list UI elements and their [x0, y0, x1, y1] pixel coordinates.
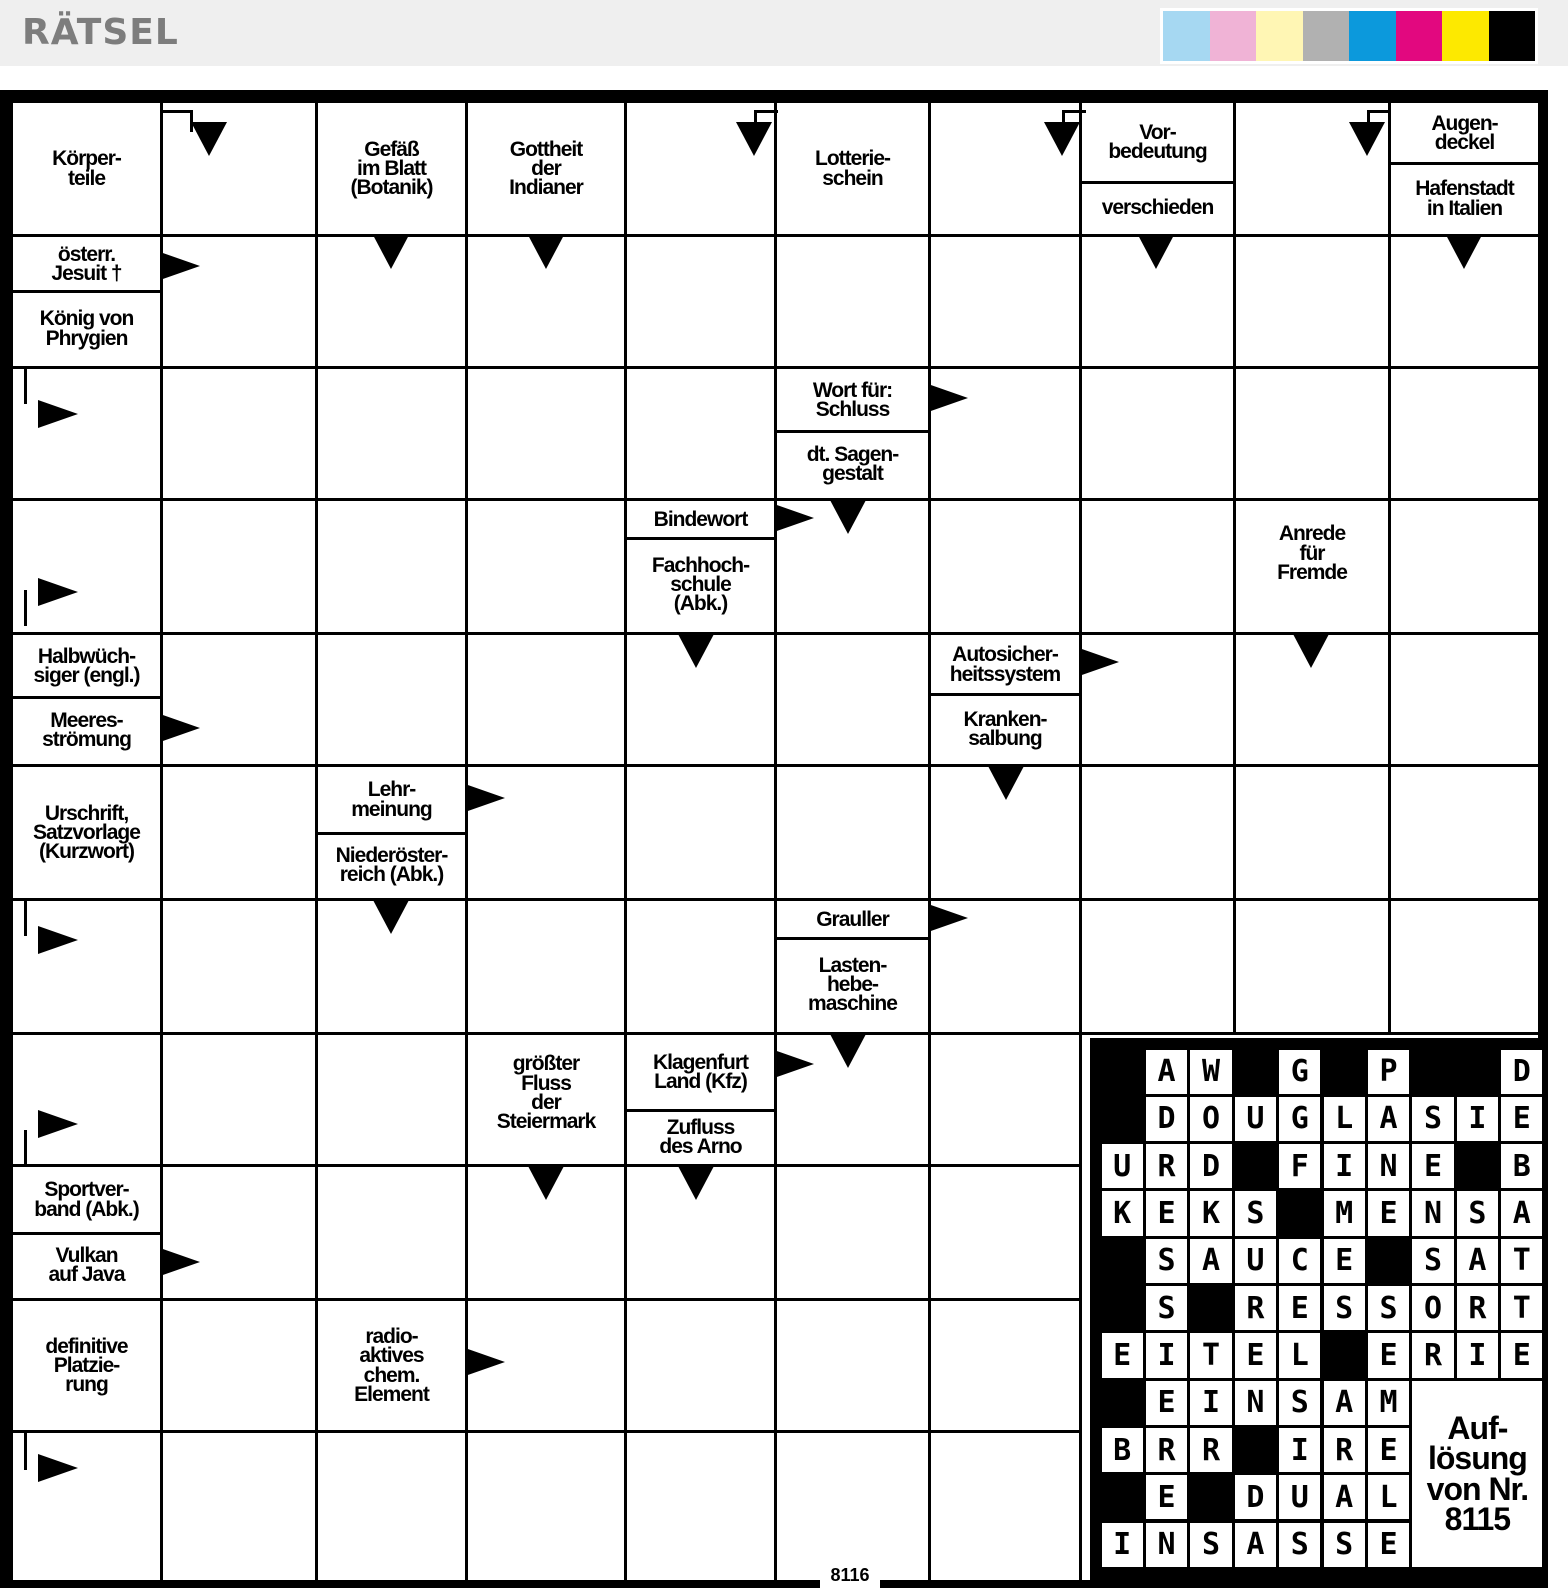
grid-cell[interactable]: [10, 1430, 163, 1583]
solution-letter: A: [1324, 1475, 1365, 1519]
solution-box: [1090, 1038, 1548, 1580]
solution-letter: E: [1368, 1333, 1409, 1377]
solution-letter: R: [1457, 1286, 1498, 1330]
solution-letter: N: [1146, 1523, 1187, 1567]
grid-cell[interactable]: [465, 898, 627, 1035]
solution-letter: S: [1190, 1523, 1231, 1567]
grid-cell[interactable]: [1233, 234, 1391, 369]
down-arrow-icon: [191, 122, 227, 156]
solution-letter: E: [1146, 1475, 1187, 1519]
clue-cell: Zufluss des Arno: [659, 1115, 742, 1158]
grid-cell[interactable]: [465, 1430, 627, 1583]
down-arrow-icon: [528, 235, 564, 269]
solution-letter: E: [1368, 1191, 1409, 1235]
clue-cell: verschieden: [1101, 196, 1214, 220]
arrow-stem: [1062, 110, 1065, 132]
solution-letter: W: [1190, 1050, 1231, 1094]
solution-letter: S: [1412, 1097, 1453, 1141]
solution-letter: S: [1279, 1381, 1320, 1425]
grid-cell[interactable]: [774, 632, 931, 767]
clue-cell: Autosicher- heitssystem: [949, 643, 1061, 686]
solution-letter: I: [1457, 1333, 1498, 1377]
solution-black-cell: [1102, 1286, 1143, 1330]
solution-black-cell: [1235, 1050, 1276, 1094]
down-arrow-icon: [373, 235, 409, 269]
solution-caption: Auf- lösung von Nr. 8115: [1412, 1381, 1542, 1567]
right-arrow-icon: [928, 904, 968, 932]
color-swatch: [1396, 11, 1443, 61]
solution-letter: E: [1235, 1333, 1276, 1377]
down-arrow-icon: [528, 1166, 564, 1200]
solution-letter: R: [1146, 1428, 1187, 1472]
solution-letter: T: [1190, 1333, 1231, 1377]
grid-cell[interactable]: [928, 234, 1082, 369]
grid-cell[interactable]: [774, 234, 931, 369]
clue-cell: dt. Sagen- gestalt: [806, 443, 899, 486]
right-arrow-icon: [465, 1348, 505, 1376]
clue-cell: Augen- deckel: [1431, 111, 1498, 155]
clue-cell: Körper- teile: [52, 147, 121, 190]
solution-letter: U: [1235, 1239, 1276, 1283]
grid-cell[interactable]: [774, 1430, 931, 1583]
grid-cell[interactable]: [624, 366, 777, 501]
right-arrow-icon: [38, 578, 78, 606]
grid-cell[interactable]: [1079, 498, 1236, 635]
grid-cell[interactable]: [465, 366, 627, 501]
solution-letter: I: [1457, 1097, 1498, 1141]
grid-cell[interactable]: [160, 1164, 318, 1301]
grid-cell[interactable]: [10, 898, 163, 1035]
solution-black-cell: [1457, 1144, 1498, 1188]
solution-letter: A: [1190, 1239, 1231, 1283]
solution-black-cell: [1190, 1286, 1231, 1330]
grid-cell[interactable]: [1388, 366, 1541, 501]
clue-cell: König von Phrygien: [39, 307, 134, 350]
down-arrow-icon: [1138, 235, 1174, 269]
page-number: 8116: [820, 1562, 880, 1588]
solution-letter: S: [1146, 1286, 1187, 1330]
crossword-grid: [10, 100, 1538, 1580]
grid-cell[interactable]: [624, 234, 777, 369]
solution-letter: R: [1190, 1428, 1231, 1472]
clue-cell: Halbwüch- siger (engl.): [33, 644, 140, 687]
crossword-puzzle: [0, 90, 1548, 1588]
solution-letter: G: [1279, 1097, 1320, 1141]
grid-cell[interactable]: [928, 1032, 1082, 1167]
solution-letter: D: [1235, 1475, 1276, 1519]
solution-letter: U: [1279, 1475, 1320, 1519]
arrow-stem: [24, 1130, 27, 1166]
arrow-stem: [24, 900, 27, 936]
solution-letter: R: [1324, 1428, 1365, 1472]
grid-cell[interactable]: [315, 498, 468, 635]
solution-letter: E: [1146, 1381, 1187, 1425]
grid-cell[interactable]: [928, 1298, 1082, 1433]
clue-cell: Lotterie- schein: [815, 147, 890, 190]
grid-cell[interactable]: [160, 1032, 318, 1167]
down-arrow-icon: [830, 500, 866, 534]
grid-cell[interactable]: [624, 764, 777, 901]
solution-letter: B: [1102, 1428, 1143, 1472]
grid-cell[interactable]: [160, 366, 318, 501]
solution-black-cell: [1102, 1475, 1143, 1519]
grid-cell[interactable]: [160, 498, 318, 635]
solution-letter: A: [1235, 1523, 1276, 1567]
solution-letter: O: [1412, 1286, 1453, 1330]
right-arrow-icon: [160, 252, 200, 280]
solution-letter: I: [1190, 1381, 1231, 1425]
solution-black-cell: [1102, 1097, 1143, 1141]
right-arrow-icon: [38, 1110, 78, 1138]
solution-letter: S: [1235, 1191, 1276, 1235]
solution-letter: R: [1412, 1333, 1453, 1377]
grid-cell[interactable]: [928, 1164, 1082, 1301]
grid-cell[interactable]: [774, 1298, 931, 1433]
grid-cell[interactable]: [1388, 898, 1541, 1035]
solution-letter: S: [1324, 1286, 1365, 1330]
arrow-stem: [190, 110, 193, 132]
solution-letter: E: [1368, 1523, 1409, 1567]
clue-cell: definitive Platzie- rung: [45, 1334, 128, 1397]
solution-letter: A: [1146, 1050, 1187, 1094]
grid-cell[interactable]: [928, 100, 1082, 237]
solution-letter: T: [1501, 1239, 1542, 1283]
clue-cell: Niederöster- reich (Abk.): [335, 843, 448, 887]
solution-letter: S: [1324, 1523, 1365, 1567]
solution-black-cell: [1368, 1239, 1409, 1283]
grid-cell[interactable]: [1079, 898, 1236, 1035]
grid-cell[interactable]: [160, 1298, 318, 1433]
color-swatch: [1256, 11, 1303, 61]
grid-cell[interactable]: [10, 366, 163, 501]
clue-cell: Wort für: Schluss: [812, 378, 893, 421]
solution-letter: M: [1324, 1191, 1365, 1235]
solution-letter: M: [1368, 1381, 1409, 1425]
grid-cell[interactable]: [315, 1164, 468, 1301]
solution-letter: I: [1102, 1523, 1143, 1567]
solution-letter: U: [1235, 1097, 1276, 1141]
grid-cell[interactable]: [1388, 498, 1541, 635]
right-arrow-icon: [38, 926, 78, 954]
grid-cell[interactable]: [1079, 366, 1236, 501]
clue-cell: Lasten- hebe- maschine: [808, 953, 897, 1016]
clue-cell: Grauller: [816, 907, 889, 931]
solution-letter: E: [1501, 1333, 1542, 1377]
right-arrow-icon: [38, 1454, 78, 1482]
solution-letter: A: [1368, 1097, 1409, 1141]
clue-cell: Sportver- band (Abk.): [34, 1178, 139, 1221]
color-swatch: [1442, 11, 1489, 61]
right-arrow-icon: [1079, 648, 1119, 676]
solution-letter: I: [1324, 1144, 1365, 1188]
solution-letter: U: [1102, 1144, 1143, 1188]
grid-cell[interactable]: [160, 100, 318, 237]
clue-cell: Vor- bedeutung: [1108, 120, 1207, 164]
solution-letter: K: [1102, 1191, 1143, 1235]
grid-cell[interactable]: [465, 632, 627, 767]
solution-letter: I: [1279, 1428, 1320, 1472]
grid-cell[interactable]: [315, 1430, 468, 1583]
clue-cell: Urschrift, Satzvorlage (Kurzwort): [33, 801, 140, 864]
solution-black-cell: [1235, 1428, 1276, 1472]
solution-letter: E: [1412, 1144, 1453, 1188]
solution-letter: P: [1368, 1050, 1409, 1094]
arrow-stem: [1367, 110, 1370, 132]
grid-cell[interactable]: [160, 764, 318, 901]
grid-cell[interactable]: [1233, 898, 1391, 1035]
solution-letter: N: [1235, 1381, 1276, 1425]
grid-cell[interactable]: [624, 1430, 777, 1583]
grid-cell[interactable]: [160, 632, 318, 767]
solution-letter: E: [1324, 1239, 1365, 1283]
grid-cell[interactable]: [10, 498, 163, 635]
arrow-stem: [754, 110, 757, 132]
down-arrow-icon: [1293, 634, 1329, 668]
solution-letter: N: [1412, 1191, 1453, 1235]
solution-black-cell: [1235, 1144, 1276, 1188]
solution-black-cell: [1324, 1050, 1365, 1094]
clue-cell: Klagenfurt Land (Kfz): [653, 1051, 748, 1094]
down-arrow-icon: [830, 1034, 866, 1068]
solution-letter: B: [1501, 1144, 1542, 1188]
arrow-stem: [24, 1430, 27, 1470]
solution-black-cell: [1102, 1239, 1143, 1283]
grid-cell[interactable]: [1388, 764, 1541, 901]
solution-black-cell: [1279, 1191, 1320, 1235]
solution-letter: S: [1457, 1191, 1498, 1235]
grid-cell[interactable]: [465, 498, 627, 635]
solution-letter: I: [1146, 1333, 1187, 1377]
solution-letter: E: [1368, 1428, 1409, 1472]
solution-letter: A: [1457, 1239, 1498, 1283]
solution-letter: D: [1190, 1144, 1231, 1188]
clue-cell: Anrede für Fremde: [1277, 522, 1347, 585]
right-arrow-icon: [160, 1248, 200, 1276]
down-arrow-icon: [678, 1166, 714, 1200]
grid-cell[interactable]: [160, 898, 318, 1035]
clue-cell: Meeres- strömung: [42, 709, 131, 752]
solution-letter: S: [1146, 1239, 1187, 1283]
solution-letter: D: [1501, 1050, 1542, 1094]
down-arrow-icon: [988, 766, 1024, 800]
down-arrow-icon: [1446, 235, 1482, 269]
clue-cell: Kranken- salbung: [963, 707, 1047, 751]
arrow-stem: [754, 110, 778, 113]
clue-cell: Gottheit der Indianer: [509, 137, 583, 200]
grid-cell[interactable]: [1233, 764, 1391, 901]
solution-letter: L: [1324, 1097, 1365, 1141]
page-title: RÄTSEL: [22, 12, 179, 53]
color-swatch: [1489, 11, 1536, 61]
solution-letter: E: [1501, 1097, 1542, 1141]
solution-letter: G: [1279, 1050, 1320, 1094]
solution-letter: S: [1412, 1239, 1453, 1283]
down-arrow-icon: [678, 634, 714, 668]
grid-cell[interactable]: [928, 498, 1082, 635]
top-bar: [0, 0, 1568, 66]
clue-cell: österr. Jesuit †: [51, 242, 122, 286]
arrow-stem: [1367, 110, 1391, 113]
solution-letter: F: [1279, 1144, 1320, 1188]
right-arrow-icon: [928, 384, 968, 412]
clue-cell: Fachhoch- schule (Abk.): [651, 553, 750, 616]
solution-letter: S: [1279, 1523, 1320, 1567]
color-swatch: [1210, 11, 1257, 61]
arrow-stem: [1062, 110, 1086, 113]
grid-cell[interactable]: [315, 366, 468, 501]
grid-cell[interactable]: [624, 898, 777, 1035]
clue-cell: Gefäß im Blatt (Botanik): [350, 137, 433, 200]
color-swatch: [1303, 11, 1350, 61]
down-arrow-icon: [373, 900, 409, 934]
arrow-stem: [24, 368, 27, 404]
grid-cell[interactable]: [160, 1430, 318, 1583]
clue-cell: Bindewort: [653, 507, 748, 531]
clue-cell: Hafenstadt in Italien: [1415, 177, 1514, 220]
right-arrow-icon: [38, 400, 78, 428]
arrow-stem: [160, 110, 190, 113]
right-arrow-icon: [465, 784, 505, 812]
solution-letter: E: [1102, 1333, 1143, 1377]
color-swatch: [1349, 11, 1396, 61]
solution-letter: A: [1501, 1191, 1542, 1235]
grid-cell[interactable]: [1233, 366, 1391, 501]
grid-cell[interactable]: [624, 1298, 777, 1433]
grid-cell[interactable]: [315, 1032, 468, 1167]
clue-cell: radio- aktives chem. Element: [354, 1324, 429, 1406]
clue-cell: größter Fluss der Steiermark: [496, 1052, 596, 1134]
grid-cell[interactable]: [1079, 764, 1236, 901]
solution-letter: N: [1368, 1144, 1409, 1188]
grid-cell[interactable]: [928, 1430, 1082, 1583]
solution-black-cell: [1324, 1333, 1365, 1377]
solution-letter: E: [1279, 1286, 1320, 1330]
solution-letter: R: [1146, 1144, 1187, 1188]
right-arrow-icon: [774, 1050, 814, 1078]
solution-letter: T: [1501, 1286, 1542, 1330]
solution-letter: O: [1190, 1097, 1231, 1141]
solution-black-cell: [1190, 1475, 1231, 1519]
grid-cell[interactable]: [315, 632, 468, 767]
solution-letter: L: [1279, 1333, 1320, 1377]
solution-letter: A: [1324, 1381, 1365, 1425]
grid-cell[interactable]: [10, 1032, 163, 1167]
grid-cell[interactable]: [1388, 632, 1541, 767]
solution-black-cell: [1102, 1381, 1143, 1425]
print-color-swatches: [1160, 8, 1538, 64]
solution-black-cell: [1457, 1050, 1498, 1094]
solution-letter: R: [1235, 1286, 1276, 1330]
solution-letter: K: [1190, 1191, 1231, 1235]
right-arrow-icon: [774, 504, 814, 532]
clue-cell: Vulkan auf Java: [48, 1243, 125, 1287]
solution-black-cell: [1102, 1050, 1143, 1094]
color-swatch: [1163, 11, 1210, 61]
right-arrow-icon: [160, 714, 200, 742]
solution-black-cell: [1412, 1050, 1453, 1094]
grid-cell[interactable]: [774, 764, 931, 901]
grid-cell[interactable]: [774, 1164, 931, 1301]
clue-cell: Lehr- meinung: [351, 778, 432, 821]
solution-letter: S: [1368, 1286, 1409, 1330]
solution-letter: D: [1146, 1097, 1187, 1141]
solution-letter: L: [1368, 1475, 1409, 1519]
arrow-stem: [24, 590, 27, 626]
solution-letter: C: [1279, 1239, 1320, 1283]
solution-letter: E: [1146, 1191, 1187, 1235]
